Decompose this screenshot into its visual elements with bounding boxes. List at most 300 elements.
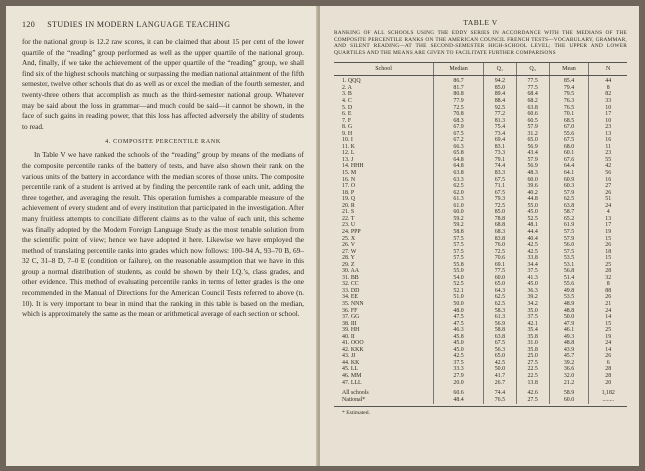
value-cell: 49.3 <box>549 334 589 341</box>
value-cell: 20.0 <box>434 380 484 387</box>
value-cell: 62.5 <box>484 294 517 301</box>
school-cell: 6. E <box>342 111 352 118</box>
school-cell: 23. U <box>342 222 356 229</box>
value-cell: 69.1 <box>484 262 517 269</box>
school-cell: 46. MM <box>342 372 362 379</box>
value-cell: 61.3 <box>484 314 517 321</box>
value-cell: 24 <box>589 340 627 347</box>
value-cell: 55.0 <box>516 203 549 210</box>
school-cell: 27. W <box>342 248 357 255</box>
value-cell: 88 <box>589 288 627 295</box>
value-cell: 33.8 <box>516 255 549 262</box>
value-cell: 58.8 <box>484 327 517 334</box>
table-caption: RANKING OF ALL SCHOOLS USING THE EDDY SERIES IN ACCORDANCE WITH THE MEDIANS OF THE COMPOSITE PERCENTILE RANKS ON THE AMERICAN COUNCIL FRENCH TESTS—VOCABULARY, GRAMMAR, AND SILENT READING—AT THE SECOND-SEMESTER HIGH-SCHOOL LEVEL; THE UPPER AND LOWER QUARTILES AND THE MEANS ARE GIVEN TO FACILITATE FURTHER COMPARISONS <box>334 30 627 56</box>
value-cell: 26 <box>589 190 627 197</box>
column-header: Median <box>434 63 484 76</box>
value-cell: 21.2 <box>549 380 589 387</box>
value-cell: 74.4 <box>484 163 517 170</box>
value-cell: 33.3 <box>434 366 484 373</box>
school-cell: 34. EE <box>342 294 359 301</box>
value-cell: 24 <box>589 203 627 210</box>
value-cell: 56.8 <box>549 268 589 275</box>
value-cell: 69.4 <box>484 137 517 144</box>
value-cell: 27.9 <box>434 373 484 380</box>
value-cell: 77.5 <box>516 85 549 92</box>
value-cell: 26.7 <box>484 380 517 387</box>
school-cell: 21. S <box>342 209 355 216</box>
page-number: 120 <box>22 20 36 29</box>
value-cell: 48.8 <box>549 308 589 315</box>
value-cell: 79.5 <box>549 91 589 98</box>
value-cell: 79.3 <box>484 196 517 203</box>
value-cell: 67.6 <box>549 157 589 164</box>
value-cell: 63.8 <box>549 203 589 210</box>
value-cell: 15 <box>589 321 627 328</box>
value-cell: 67.5 <box>434 131 484 138</box>
value-cell: 42.6 <box>516 386 549 397</box>
value-cell: 50.0 <box>484 366 517 373</box>
value-cell: 66.3 <box>434 144 484 151</box>
value-cell: 71.1 <box>484 183 517 190</box>
value-cell: 67.5 <box>549 137 589 144</box>
value-cell: 33 <box>589 98 627 105</box>
school-cell: 7. F <box>342 117 352 124</box>
value-cell: 63.8 <box>434 170 484 177</box>
school-cell: 45. LL <box>342 366 359 373</box>
school-cell: 20. R <box>342 202 355 209</box>
value-cell: 32.0 <box>549 373 589 380</box>
value-cell: 57.9 <box>549 190 589 197</box>
value-cell: 77.5 <box>516 76 549 85</box>
school-cell: 4. C <box>342 98 352 105</box>
value-cell: 83.8 <box>484 236 517 243</box>
value-cell: 79.4 <box>549 85 589 92</box>
value-cell: 57.9 <box>516 157 549 164</box>
value-cell: 8 <box>589 281 627 288</box>
value-cell: 40.4 <box>516 236 549 243</box>
value-cell: 72.5 <box>484 249 517 256</box>
value-cell: 25.0 <box>516 353 549 360</box>
value-cell: 40.2 <box>516 190 549 197</box>
school-cell: 17. O <box>342 183 356 190</box>
value-cell: 89.4 <box>484 91 517 98</box>
value-cell: 79.1 <box>484 157 517 164</box>
section-heading: 4. COMPOSITE PERCENTILE RANK <box>105 138 221 146</box>
value-cell: 4 <box>589 209 627 216</box>
value-cell: 68.3 <box>434 118 484 125</box>
paragraph: for the national group is 12.2 raw scores, it can be claimed that about 15 per cent of the lower quartile of the “reading” group performed as well as the upper quartile of the national group. And, finally, if we take the achievement of the upper quartile of the “reading” group, we shall find six of the highest schools matching or surpassing the median national attainment of the fifth semester, twelve other schools that do as well as or excel the median of the fourth semester, and twenty-three others that accomplish as much as the third-semester national group. Whatever may be said about the loss in grammar—and much could be said—it cannot be shown, in the face of such gains in reading power, that this loss has affected adversely the ability of students to read. <box>22 37 304 131</box>
school-cell: National* <box>342 397 366 404</box>
value-cell: 50.0 <box>549 314 589 321</box>
value-cell: 47.5 <box>434 314 484 321</box>
value-cell: 60.3 <box>549 183 589 190</box>
value-cell: 55.0 <box>434 268 484 275</box>
value-cell: 57.5 <box>434 249 484 256</box>
value-cell: 48.9 <box>549 301 589 308</box>
value-cell: 25 <box>589 262 627 269</box>
value-cell: 10 <box>589 118 627 125</box>
value-cell: 63.8 <box>516 105 549 112</box>
value-cell: 37.5 <box>516 314 549 321</box>
school-cell: 30. AA <box>342 268 360 275</box>
value-cell: 31.2 <box>516 131 549 138</box>
value-cell: 62.0 <box>434 190 484 197</box>
value-cell: 94.2 <box>484 76 517 85</box>
value-cell: 42.5 <box>484 360 517 367</box>
school-cell: All schools <box>342 390 369 397</box>
school-cell: 40. II <box>342 333 355 340</box>
right-page <box>320 6 639 466</box>
value-cell: 86.7 <box>434 76 484 85</box>
value-cell: 68.2 <box>516 98 549 105</box>
value-cell: 60.6 <box>516 111 549 118</box>
value-cell: 35.8 <box>516 334 549 341</box>
value-cell: 17 <box>589 222 627 229</box>
value-cell: 36.3 <box>516 288 549 295</box>
value-cell: 65.0 <box>484 353 517 360</box>
value-cell: 45.0 <box>516 281 549 288</box>
school-cell: 9. H <box>342 130 353 137</box>
left-page <box>6 6 318 466</box>
value-cell: 26 <box>589 294 627 301</box>
value-cell: 70.6 <box>484 255 517 262</box>
value-cell: 22.5 <box>516 373 549 380</box>
value-cell: 52.5 <box>516 216 549 223</box>
value-cell: 55.6 <box>549 131 589 138</box>
value-cell: 31.0 <box>516 340 549 347</box>
value-cell: 17 <box>589 111 627 118</box>
value-cell: 15 <box>589 236 627 243</box>
school-cell: 15. M <box>342 170 357 177</box>
value-cell: 58.7 <box>549 209 589 216</box>
school-cell: 38. III <box>342 320 357 327</box>
value-cell: 26 <box>589 353 627 360</box>
value-cell: 19 <box>589 229 627 236</box>
value-cell: 74.4 <box>484 386 517 397</box>
value-cell: 19 <box>589 334 627 341</box>
value-cell: 60.9 <box>549 177 589 184</box>
school-cell: 44. KK <box>342 359 360 366</box>
value-cell: 51.0 <box>434 294 484 301</box>
value-cell: 67.0 <box>549 124 589 131</box>
value-cell: 47.5 <box>434 321 484 328</box>
value-cell: 44.8 <box>516 196 549 203</box>
table-row <box>334 386 627 397</box>
value-cell: 10 <box>589 105 627 112</box>
value-cell: 45.0 <box>516 209 549 216</box>
value-cell: 59.2 <box>434 216 484 223</box>
value-cell: 72.5 <box>434 105 484 112</box>
value-cell: 60.0 <box>516 177 549 184</box>
value-cell: 60.0 <box>434 209 484 216</box>
value-cell: 47.9 <box>549 321 589 328</box>
value-cell: 88.4 <box>484 98 517 105</box>
value-cell: 53.5 <box>549 294 589 301</box>
value-cell: 46.3 <box>434 327 484 334</box>
value-cell: 78.8 <box>484 216 517 223</box>
value-cell: 72.5 <box>484 203 517 210</box>
value-cell: 39.2 <box>516 294 549 301</box>
value-cell: 45.8 <box>434 334 484 341</box>
value-cell: 23 <box>589 124 627 131</box>
school-cell: 11. K <box>342 143 355 150</box>
column-header: Mean <box>549 63 589 76</box>
value-cell: 52.1 <box>434 288 484 295</box>
school-cell: 36. FF <box>342 307 358 314</box>
column-header: Q₁ <box>484 63 517 76</box>
school-cell: 2. A <box>342 84 352 91</box>
value-cell: 77.5 <box>484 268 517 275</box>
value-cell: 42.5 <box>516 242 549 249</box>
value-cell: 6 <box>589 360 627 367</box>
value-cell: 60.0 <box>484 275 517 282</box>
value-cell: 76.5 <box>549 105 589 112</box>
value-cell: 65.2 <box>549 216 589 223</box>
value-cell: 45.0 <box>434 340 484 347</box>
value-cell: 44 <box>589 76 627 85</box>
value-cell: 28 <box>589 268 627 275</box>
value-cell: 70.8 <box>434 111 484 118</box>
value-cell: 83.1 <box>484 144 517 151</box>
value-cell: 36.6 <box>549 366 589 373</box>
table-body <box>334 76 627 404</box>
value-cell: 68.5 <box>549 118 589 125</box>
value-cell: 73.4 <box>484 131 517 138</box>
value-cell: 42 <box>589 163 627 170</box>
value-cell: 49.8 <box>549 288 589 295</box>
value-cell: 16 <box>589 137 627 144</box>
school-cell: 42. KKK <box>342 346 364 353</box>
value-cell: 39.6 <box>516 183 549 190</box>
value-cell: 56.9 <box>516 163 549 170</box>
school-cell: 18. P <box>342 189 355 196</box>
value-cell: 43.9 <box>549 347 589 354</box>
value-cell: 67.9 <box>434 124 484 131</box>
value-cell: 64.8 <box>434 157 484 164</box>
school-cell: 14. HHH <box>342 163 364 170</box>
value-cell: 45.7 <box>549 353 589 360</box>
table-title: TABLE V <box>463 18 498 27</box>
value-cell: 60.6 <box>434 386 484 397</box>
value-cell: 50.0 <box>434 301 484 308</box>
column-header: School <box>334 63 434 76</box>
school-cell: 5. D <box>342 104 353 111</box>
value-cell: 41.7 <box>484 373 517 380</box>
value-cell: 20 <box>589 380 627 387</box>
value-cell: 75.4 <box>484 124 517 131</box>
value-cell: 80.8 <box>434 91 484 98</box>
value-cell: 57.5 <box>434 236 484 243</box>
value-cell: 77.9 <box>434 98 484 105</box>
value-cell: 34.4 <box>516 262 549 269</box>
value-cell: 53.5 <box>549 255 589 262</box>
value-cell: 11 <box>589 144 627 151</box>
value-cell: 48.8 <box>549 340 589 347</box>
value-cell: 57.5 <box>549 249 589 256</box>
value-cell: 85.4 <box>549 76 589 85</box>
value-cell: 8 <box>589 85 627 92</box>
value-cell: 34.2 <box>516 301 549 308</box>
value-cell: 76.0 <box>484 242 517 249</box>
ranking-table <box>334 62 627 404</box>
column-header: Q₃ <box>516 63 549 76</box>
school-cell: 24. PPP <box>342 228 361 235</box>
value-cell: 76.5 <box>484 397 517 404</box>
value-cell: 68.0 <box>549 144 589 151</box>
school-cell: 22. T <box>342 215 355 222</box>
value-cell: 37.5 <box>516 268 549 275</box>
value-cell: 67.5 <box>484 340 517 347</box>
value-cell: 60.5 <box>516 118 549 125</box>
running-head <box>22 20 304 29</box>
value-cell: 43.4 <box>516 150 549 157</box>
value-cell: 44.4 <box>516 229 549 236</box>
school-cell: 41. OOO <box>342 340 364 347</box>
value-cell: 22.5 <box>516 366 549 373</box>
table-bottom-rule <box>334 406 627 407</box>
value-cell: 62.5 <box>434 183 484 190</box>
value-cell: 13.8 <box>516 380 549 387</box>
value-cell: 24 <box>589 308 627 315</box>
school-cell: 13. J <box>342 156 354 163</box>
school-cell: 37. GG <box>342 314 360 321</box>
value-cell: 60.0 <box>549 397 589 404</box>
value-cell: 27 <box>589 183 627 190</box>
school-cell: 31. BB <box>342 274 359 281</box>
value-cell: 59.2 <box>434 222 484 229</box>
value-cell: 61.9 <box>549 222 589 229</box>
value-cell: 67.2 <box>434 137 484 144</box>
value-cell: 68.4 <box>516 91 549 98</box>
value-cell: 67.5 <box>484 177 517 184</box>
value-cell: 27.5 <box>516 397 549 404</box>
value-cell: 64.3 <box>484 288 517 295</box>
value-cell: 35.0 <box>516 308 549 315</box>
value-cell: 13 <box>589 216 627 223</box>
value-cell: 48.1 <box>516 222 549 229</box>
value-cell: 16 <box>589 177 627 184</box>
value-cell: 64.1 <box>549 170 589 177</box>
value-cell: 37.5 <box>434 360 484 367</box>
value-cell: 14 <box>589 347 627 354</box>
school-cell: 26. V <box>342 242 355 249</box>
value-cell: 42.5 <box>434 353 484 360</box>
value-cell: 73.3 <box>484 150 517 157</box>
value-cell: 39.2 <box>549 360 589 367</box>
value-cell: 64.4 <box>549 163 589 170</box>
paragraph: In Table V we have ranked the schools of the “reading” group by means of the medians of the composite percentile ranks of the battery of tests, and have also shown their rank on the various units of the battery in accordance with the median scores of those units. The composite percentile rank of a student is arrived at by finding the percentile rank of each unit, adding the three together, and averaging the result. This operation furnishes a comparable measure of the achievement of every student and of every institution that participated in the investigation. After many fruitless attempts to conciliate different claims as to the value of each unit, this scheme was finally adopted by the Modern Foreign Language Study as the most tenable solution from the scientific point of view; hence we have adopted it here. Likewise we have employed the method of translating percentile ranks into grades which now follows: 100–94 A, 93–70 B, 69–32 C, 31–8 D, 7–0 E (condition or failure), on the reasonable assumption that we have in this group a normal distribution of students, as could be shown by their I.Q.’s, class grades, and other evidence. This method of evaluating percentile ranks in terms of letter grades is the one recommended in the Manual of Directions for the American Council Tests referred to above (n. 10). It is very important to bear in mind that the ranking in this table is based on the median, which is approximately the same as the mean or arithmetical average of each section or school. <box>22 150 304 319</box>
school-cell: 12. L <box>342 150 355 157</box>
value-cell: 48.4 <box>434 397 484 404</box>
value-cell: 28 <box>589 366 627 373</box>
column-header: N <box>589 63 627 76</box>
value-cell: 21 <box>589 301 627 308</box>
value-cell: 42.1 <box>516 321 549 328</box>
school-cell: 19. Q <box>342 196 356 203</box>
value-cell: 63.3 <box>434 177 484 184</box>
value-cell: 15 <box>589 255 627 262</box>
value-cell: 62.5 <box>484 301 517 308</box>
value-cell: 64.8 <box>434 163 484 170</box>
value-cell: 46.1 <box>549 327 589 334</box>
value-cell: 18 <box>589 249 627 256</box>
footnote: * Estimated. <box>342 410 370 417</box>
value-cell: 35.8 <box>516 347 549 354</box>
value-cell: 58.9 <box>549 386 589 397</box>
value-cell: 58.3 <box>484 308 517 315</box>
value-cell: 63.8 <box>484 334 517 341</box>
school-cell: 47. LLL <box>342 379 362 386</box>
value-cell: 67.5 <box>484 190 517 197</box>
value-cell: 53.1 <box>549 262 589 269</box>
table-header-row <box>334 63 627 76</box>
value-cell: 28 <box>589 373 627 380</box>
value-cell: 68.8 <box>484 222 517 229</box>
school-cell: 39. HH <box>342 327 360 334</box>
value-cell: 82 <box>589 91 627 98</box>
school-cell: 10. I <box>342 137 353 144</box>
school-cell: 35. NNN <box>342 300 364 307</box>
value-cell: 27.5 <box>516 360 549 367</box>
value-cell: 65.0 <box>516 137 549 144</box>
value-cell: 56.0 <box>549 242 589 249</box>
school-cell: 16. N <box>342 176 356 183</box>
value-cell: 26 <box>589 242 627 249</box>
school-cell: 1. QQQ <box>342 78 361 85</box>
value-cell: 56.9 <box>484 321 517 328</box>
value-cell: 83.3 <box>484 170 517 177</box>
value-cell: 60.1 <box>549 150 589 157</box>
value-cell: 77.2 <box>484 111 517 118</box>
body-text <box>22 37 304 320</box>
value-cell: 13 <box>589 131 627 138</box>
value-cell: 62.5 <box>549 196 589 203</box>
value-cell: 42.5 <box>516 249 549 256</box>
value-cell: 55 <box>589 157 627 164</box>
value-cell: 68.3 <box>484 229 517 236</box>
value-cell: 57.5 <box>434 255 484 262</box>
value-cell: 55.8 <box>434 262 484 269</box>
value-cell: 70.1 <box>549 111 589 118</box>
value-cell: 57.9 <box>549 236 589 243</box>
value-cell: 14 <box>589 314 627 321</box>
value-cell: 48.3 <box>516 170 549 177</box>
school-cell: 8. G <box>342 124 353 131</box>
value-cell: 54.0 <box>434 275 484 282</box>
value-cell: 57.5 <box>549 229 589 236</box>
value-cell: 65.8 <box>434 150 484 157</box>
school-cell: 29. Z <box>342 261 355 268</box>
value-cell: 55.6 <box>549 281 589 288</box>
value-cell: 61.0 <box>434 203 484 210</box>
school-cell: 43. JJ <box>342 353 356 360</box>
value-cell: 65.0 <box>484 281 517 288</box>
school-cell: 3. B <box>342 91 352 98</box>
value-cell: 81.3 <box>484 118 517 125</box>
value-cell: 92.5 <box>484 105 517 112</box>
value-cell: 56.9 <box>516 144 549 151</box>
value-cell: 57.5 <box>434 242 484 249</box>
value-cell: 52.5 <box>434 281 484 288</box>
value-cell: 48.0 <box>434 308 484 315</box>
value-cell: 41.3 <box>516 275 549 282</box>
table-total-row <box>334 397 627 404</box>
value-cell: 25 <box>589 327 627 334</box>
value-cell: 76.3 <box>549 98 589 105</box>
value-cell: 56 <box>589 170 627 177</box>
value-cell: 58.8 <box>434 229 484 236</box>
value-cell: 1,182 <box>589 386 627 397</box>
